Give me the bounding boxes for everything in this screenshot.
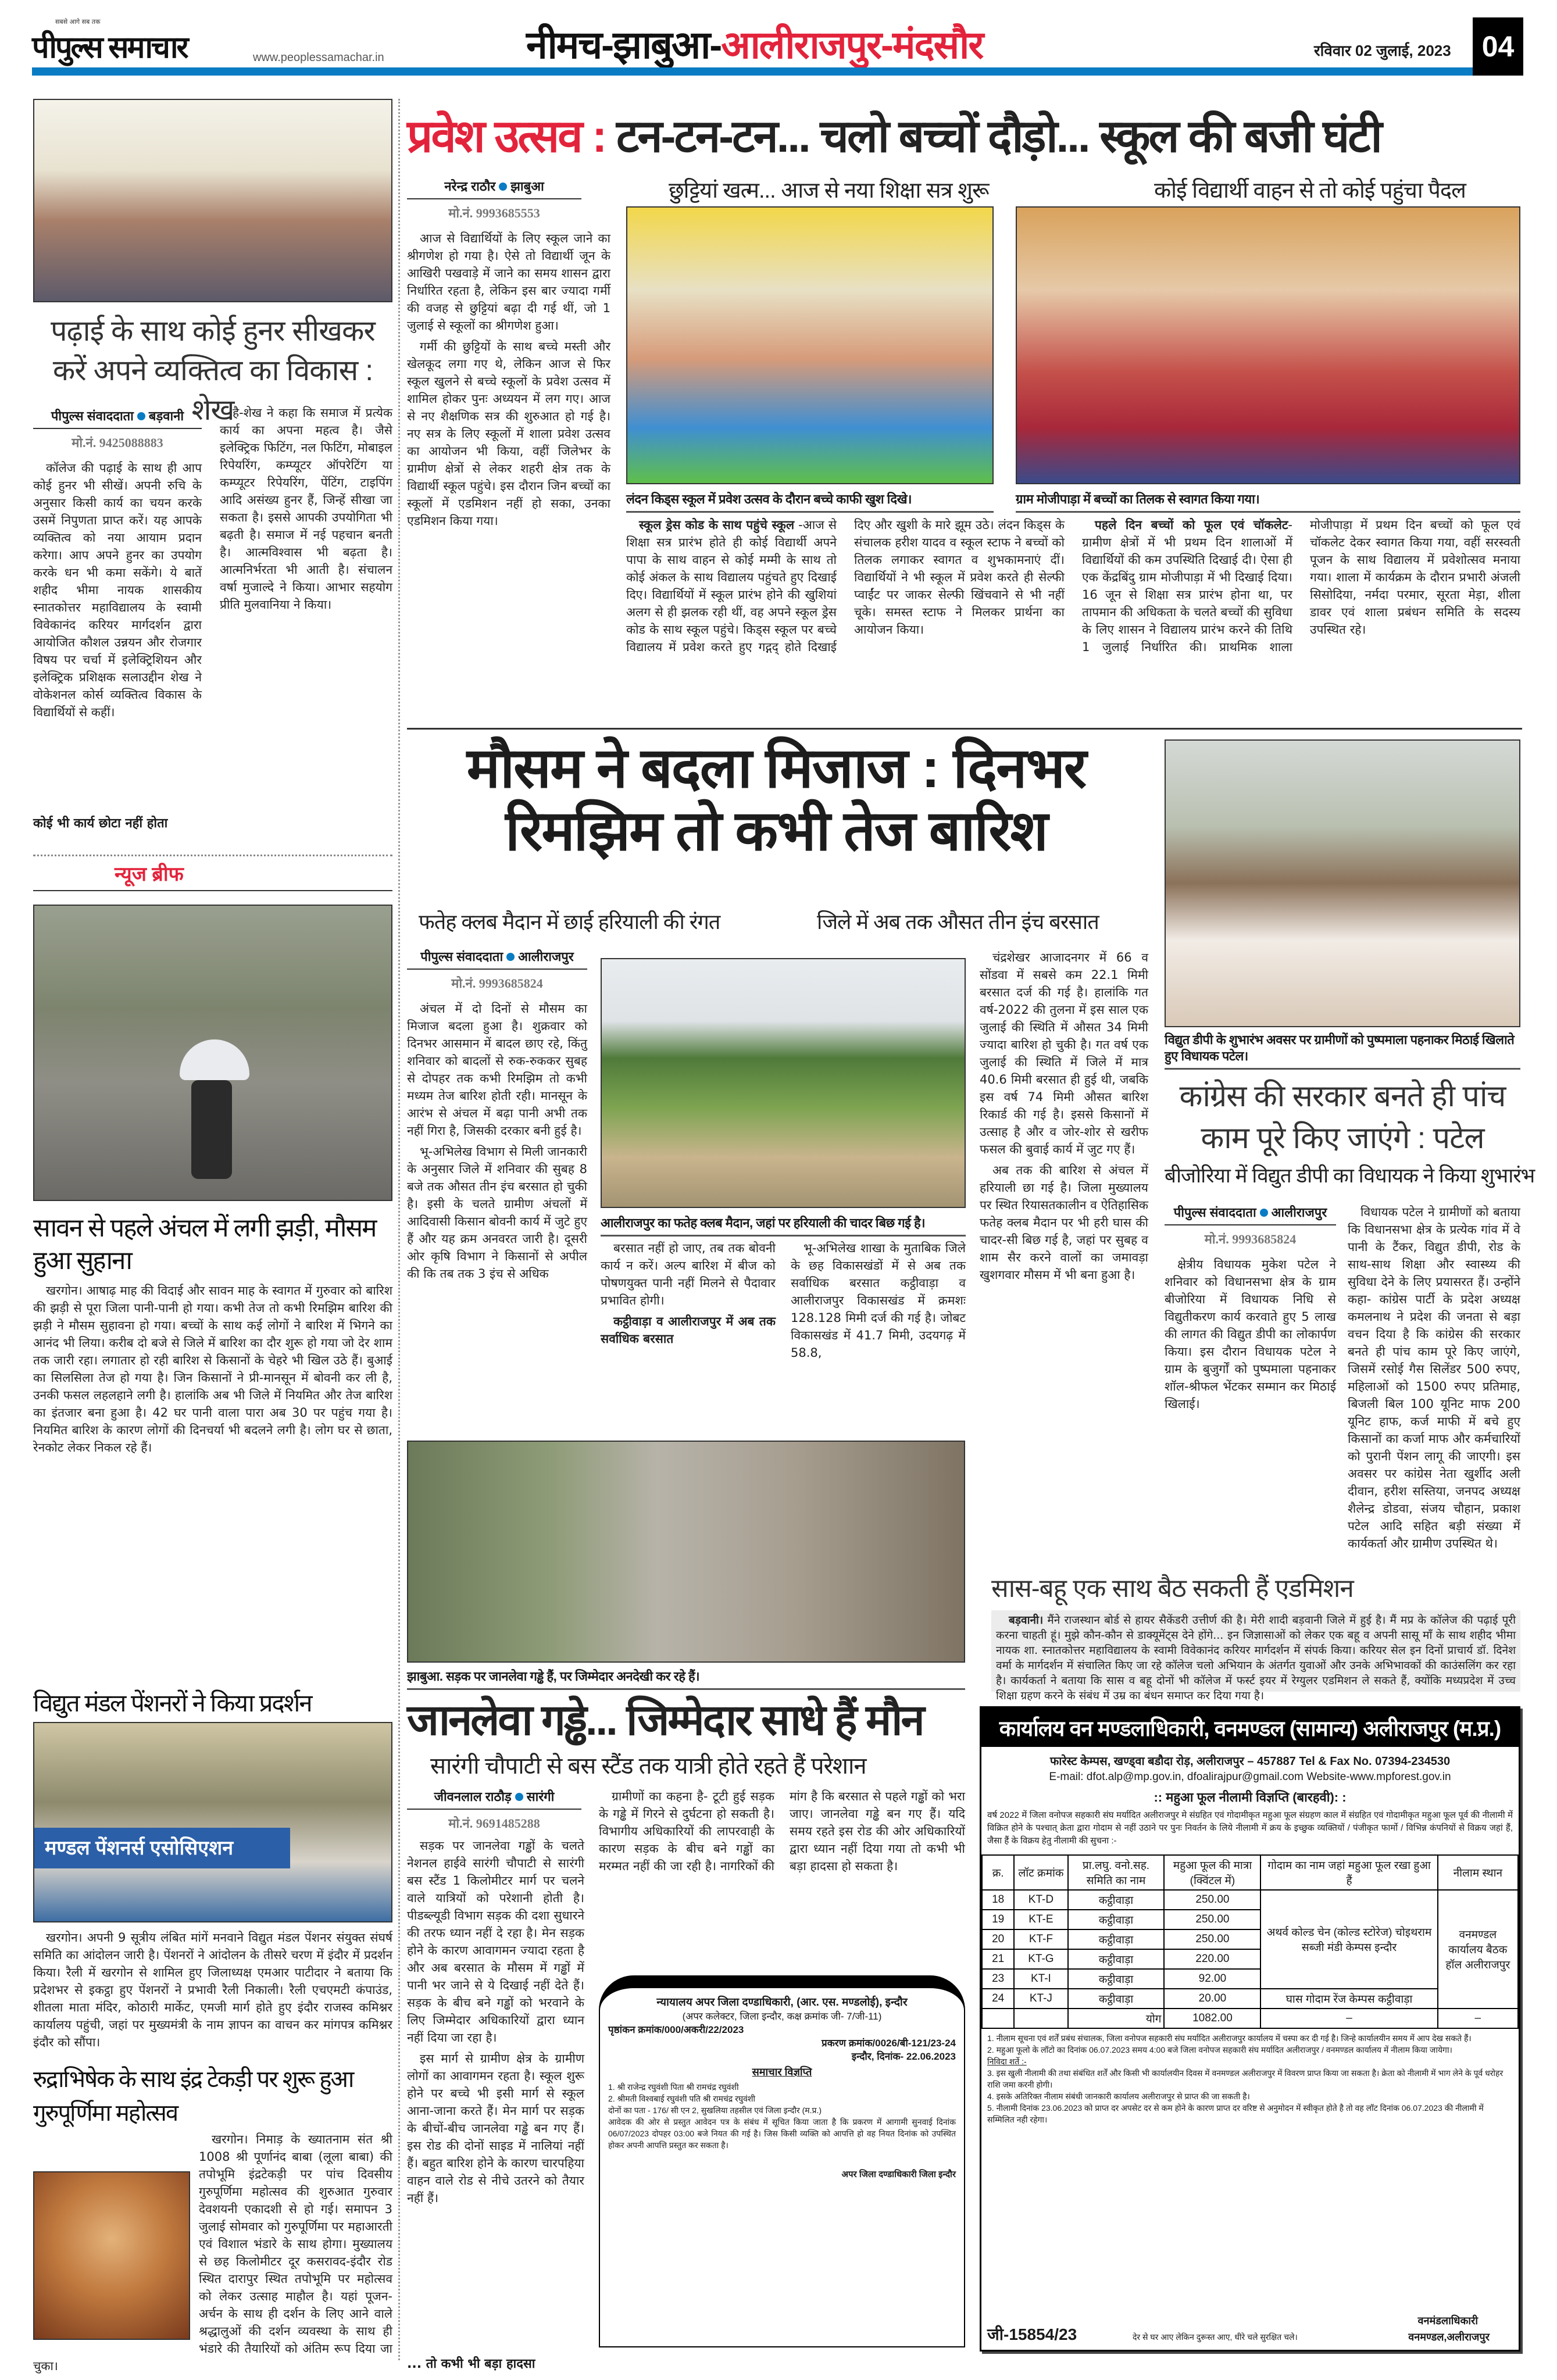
- rain-lead-body: [407, 1000, 587, 1436]
- paragraph: क्षेत्रीय विधायक मुकेश पटेल ने शनिवार को विधानसभा क्षेत्र के ग्राम बीजोरिया में विधायक निधि से विद्युतीकरण कार्य करवाते हुए 5 लाख की लागत की विद्युत डीपी का लोकार्पण किया। इस दौरान विधायक पटेल ने ग्राम के बुजुर्गों को पुष्पमाला पहनाकर शॉल-श्रीफल भेंटकर सम्मान कर मिठाई खिलाई।: [1165, 1257, 1336, 1411]
- website-link[interactable]: www.peoplessamachar.in: [253, 51, 384, 64]
- signatory-title: वनमंडलाधिकारी: [1417, 2315, 1478, 2327]
- reporter-mobile: मो.नं. 9993685824: [451, 976, 543, 991]
- note: 4. इसके अतिरिक्त नीलाम संबंधी जानकारी कार्यालय अलीराजपुर से प्राप्त की जा सकती है।: [987, 2092, 1250, 2101]
- pothole-kicker: ... तो कभी भी बड़ा हादसा: [407, 2357, 535, 2371]
- court-item: दोनों का पता - 176/ सी एन 2, सुखलिया तहसील एवं जिला इन्दौर (म.प्र.): [608, 2106, 822, 2115]
- photo-spacer: [33, 2131, 199, 2349]
- school-subhead-2: कोई विद्यार्थी वाहन से तो कोई पहुंचा पैदल: [1154, 178, 1466, 203]
- photo-mojipada-school: [1016, 206, 1520, 484]
- cell: कट्ठीवाड़ा: [1068, 1910, 1165, 1929]
- caption-pothole: झाबुआ. सड़क पर जानलेवा गड्ढे हैं, पर जिम्मेदार अनदेखी कर रहे हैं।: [407, 1667, 965, 1690]
- cell: कट्ठीवाड़ा: [1068, 1989, 1165, 2009]
- school-byline-block: [407, 177, 581, 221]
- paragraph: सड़क पर जानलेवा गड्ढों के चलते नेशनल हाईवे सारंगी चौपाटी से सारंगी बस स्टैंड 1 किलोमीटर मार्ग पर चलने वाले यात्रियों को परेशानी होती है। पीडब्ल्यूडी विभाग सड़क की दशा सुधारने की तरफ ध्यान नहीं दे रहा है। मेन सड़क होने के कारण आवागमन ज्यादा रहता है और अब बरसात के मौसम में गड्ढों में पानी भर जाने से ये दिखाई नहीं देते हैं। सड़क के बीच बने गड्ढों को भरवाने के लिए जिम्मेदार अधिकारियों द्वारा ध्यान नहीं दिया जा रहा है।: [407, 1839, 584, 2045]
- guru-headline: रुद्राभिषेक के साथ इंद्र टेकड़ी पर शुरू हुआ गुरुपूर्णिमा महोत्सव: [33, 2067, 353, 2126]
- cell: 92.00: [1164, 1969, 1260, 1989]
- skill-headline: पढ़ाई के साथ कोई हुनर सीखकर करें अपने व्यक्तित्व का विकास : शेख: [51, 315, 375, 426]
- reporter-mobile: मो.नं. 9993685824: [1204, 1232, 1297, 1246]
- forest-ad-notice: :: महुआ फूल नीलामी विज्ञप्ति (बारहवी): :: [1154, 1790, 1347, 1804]
- dateline-place: बड़वानी: [148, 409, 184, 423]
- cell: –: [1260, 2009, 1437, 2028]
- rain-mid-body: [601, 1239, 966, 1437]
- forest-ad-footer: [987, 2310, 1513, 2345]
- cell: 24: [982, 1989, 1014, 2009]
- photo-pensioners-protest: [33, 1722, 392, 1922]
- skill-byline-block: [33, 407, 202, 451]
- paragraph: स्कूल ड्रेस कोड के साथ पहुंचे स्कूल -आज से शिक्षा सत्र प्रारंभ होते ही कोई विद्यार्थी अपने पापा के साथ वाहन से कोई मम्मी के साथ तो कोई अंकल के साथ विद्यालय पहुंचते हुए दिखाई दिए। विद्यार्थियों में स्कूल प्रारंभ होने की खुशियां अलग से ही झलक रही थीं, वह अपने स्कूल ड्रेस कोड के साथ स्कूल पहुंचे। किड्स स्कूल पर बच्चे विद्यालय में प्रवेश करते हुए गद्गद् होते दिखाई दिए और खुशी के मारे झूम उठे। लंदन किड्स के संचालक हरीश यादव व स्कूल स्टाफ ने बच्चों को तिलक लगाकर स्वागत व शुभकामनाएं दीं। विद्यार्थियों ने भी स्कूल में प्रवेश करते ही सेल्फी प्वाईंट पर जाकर सेल्फी खिंचवाने से भी नहीं चूके। समस्त स्टाफ ने मिलकर प्रार्थना का आयोजन किया।: [626, 518, 1065, 654]
- paragraph: आज से विद्यार्थियों के लिए स्कूल जाने का श्रीगणेश हो गया है। ऐसे तो विद्यार्थी जून के आखिरी पखवाड़े में जाने का समय शासन द्वारा निर्धारित रहता है, लेकिन इस बार ज्यादा गर्मी की वजह से छुट्टियां बढ़ा दी गई थीं, जो 1 जुलाई से स्कूलों का श्रीगणेश हुआ।: [407, 231, 610, 333]
- patel-byline-block: [1165, 1203, 1336, 1248]
- news-brief-label: [33, 855, 392, 891]
- col-header: प्रा.लघु. वनो.सह. समिति का नाम: [1068, 1855, 1165, 1890]
- road-safety-slogan: देर से घर आए लेकिन दुरूस्त आए, धीरे चले सुरक्षित चले।: [1133, 2332, 1298, 2342]
- reporter-mobile: मो.नं. 9993685553: [448, 206, 540, 220]
- patel-subhead: बीजोरिया में विद्युत डीपी का विधायक ने किया शुभारंभ: [1165, 1164, 1535, 1187]
- cell: कट्ठीवाड़ा: [1068, 1929, 1165, 1949]
- paragraph: खरगोन। निमाड़ के ख्यातनाम संत श्री 1008 श्री पूर्णानंद बाबा (लूला बाबा) की तपोभूमि इंद्रटेकड़ी पर पांच दिवसीय गुरुपूर्णिमा महोत्सव की शुरुआत गुरुवार देवशयनी एकादशी से हो गई। समापन 3 जुलाई सोमवार को गुरुपूर्णिमा पर महाआरती एवं विशाल भंडारे के साथ होगा। मुख्यालय से छह किलोमीटर दूर कसरावद-इंदौर रोड स्थित दारापुर स्थित तपोभूमि पर महोत्सव को लेकर उत्साह माहौल है। यहां पूजन-अर्चन के साथ ही दर्शन के लिए आने वाले श्रद्धालुओं की दर्शन व्यवस्था के साथ ही भंडारे की तैयारियों को अंतिम रूप दिया जा चुका।: [33, 2132, 392, 2373]
- forest-auction-ad: [980, 1706, 1520, 2352]
- reporter-name: पीपुल्स संवाददाता: [1173, 1205, 1256, 1220]
- court-ref: पृष्ठांकन क्रमांक/000/अकरी/22/2023: [608, 2024, 744, 2035]
- cell: –: [1438, 2009, 1518, 2028]
- paragraph: भू-अभिलेख शाखा के मुताबिक जिले के छह विकासखंडों में से अब तक सर्वाधिक बरसात कट्ठीवाड़ा व आलीराजपुर विकासखंड में क्रमशः 128.128 मिमी दर्ज की गई है। जोबट विकासखंड में 41.7 मिमी, उदयगढ़ में 58.8,: [791, 1241, 966, 1360]
- court-item: 1. श्री राजेन्द्र रघुवंशी पिता श्री रामचंद्र रघुवंशी: [608, 2082, 739, 2092]
- pension-banner: मण्डल पेंशनर्स एसोसिएशन: [34, 1828, 290, 1868]
- bullet-icon: [515, 1793, 523, 1801]
- table-header: [982, 1855, 1518, 1890]
- cell: 20: [982, 1929, 1014, 1949]
- pothole-body-col23: [599, 1788, 965, 1962]
- reporter-name: जीवनलाल राठौड़: [434, 1789, 512, 1804]
- motorbike: [191, 1080, 232, 1179]
- masthead-blue-rule: [32, 67, 1473, 76]
- photo-college-seminar: [33, 99, 392, 302]
- rain-subhead-2: जिले में अब तक औसत तीन इंच बरसात: [817, 910, 1099, 934]
- court-subtitle: (अपर कलेक्टर, जिला इन्दौर, कक्ष क्रमांक जी- 7/जी-11): [682, 2011, 882, 2022]
- cell: 250.00: [1164, 1910, 1260, 1929]
- rain-headline: मौसम ने बदला मिजाज : दिनभर रिमझिम तो कभी तेज बारिश: [466, 737, 1086, 862]
- dateline-place: आलीराजपुर: [1271, 1205, 1327, 1220]
- byline: [33, 407, 202, 429]
- masthead: [32, 17, 1523, 78]
- paragraph: अंचल में दो दिनों से मौसम का मिजाज बदला हुआ है। शुक्रवार को दिनभर आसमान में बादल छाए रहे, किंतु शनिवार को बादलों से रुक-रुककर सुबह से दोपहर तक कभी रिमझिम तो कभी मध्यम तेज बारिश होती रही। मानसून के आरंभ से अंचल में बढ़ा पानी अभी तक नहीं गिरा है, जिसकी दरकार बनी हुई है।: [407, 1002, 587, 1138]
- rain-subhead-1: फतेह क्लब मैदान में छाई हरियाली की रंगत: [419, 910, 720, 934]
- bullet-icon: [506, 953, 515, 961]
- edition-title-black: नीमच-झाबुआ-: [526, 23, 722, 66]
- bullet-icon: [1260, 1209, 1268, 1217]
- court-title: न्यायालय अपर जिला दण्डाधिकारी, (आर. एस. मण्डलोई), इन्दौर: [656, 1996, 908, 2009]
- court-date: इन्दौर, दिनांक- 22.06.2023: [851, 2051, 956, 2062]
- reporter-name: पीपुल्स संवाददाता: [420, 949, 503, 964]
- byline: [407, 1788, 581, 1810]
- school-lead-body: [407, 230, 610, 721]
- forest-ad-notes: [981, 2029, 1519, 2129]
- dateline-place: सारंगी: [526, 1789, 555, 1804]
- cell: 19: [982, 1910, 1014, 1929]
- skill-body-col1: [33, 459, 202, 831]
- court-case: प्रकरण क्रमांक/0026/बी-121/23-24: [822, 2038, 956, 2049]
- photo-rain-street: [33, 905, 392, 1201]
- cell: 250.00: [1164, 1929, 1260, 1949]
- photo-mla-villagers: [1165, 739, 1520, 1027]
- umbrella-rider: [180, 1039, 249, 1080]
- rain-byline-block: [407, 948, 587, 992]
- caption-school-2: ग्राम मोजीपाड़ा में बच्चों का तिलक से स्वागत किया गया।: [1016, 490, 1520, 513]
- dateline-place: झाबुआ: [510, 179, 544, 194]
- patel-body-col2: [1348, 1203, 1520, 1564]
- forest-ad-title: कार्यालय वन मण्डलाधिकारी, वनमण्डल (सामान्य) अलीराजपुर (म.प्र.): [981, 1708, 1519, 1747]
- pension-headline: विद्युत मंडल पेंशनरों ने किया प्रदर्शन: [33, 1689, 312, 1717]
- edition-title: [526, 17, 983, 70]
- court-item: आवेदक की ओर से प्रस्तुत आवेदन पत्र के संबंध में सूचित किया जाता है कि प्रकरण में आगामी सुनवाई दिनांक 06/07/2023 दोपहर 03:00 बजे नियत की गई है। जिस किसी व्यक्ति को आपत्ति हो वह नियत दिनांक को उपस्थित होकर अपनी आपत्ति प्रस्तुत कर सकता है।: [608, 2117, 956, 2150]
- cell: 21: [982, 1949, 1014, 1969]
- note: 1. नीलाम सूचना एवं शर्तें प्रबंध संचालक, जिला वनोपज सहकारी संघ मर्यादित अलीराजपुर कार्यालय में चस्पा कर दी गई है। जिन्हे कार्यालयीन समय में आप देख सकते हैं।: [987, 2034, 1472, 2043]
- reporter-name: नरेन्द्र राठौर: [444, 179, 496, 194]
- col-header: महुआ फूल की मात्रा (क्विंटल में): [1164, 1855, 1260, 1890]
- note: 5. नीलामी दिनांक 23.06.2023 को प्राप्त दर अपसेट दर से कम होने के कारण प्राप्त दर वरिष्ट से अनुमोदन में स्वीकृत होते है तो वह लॉट दिनांक 06.07.2023 की नीलामी में सम्मिलित नही रहेगा।: [987, 2103, 1484, 2124]
- bullet-icon: [499, 183, 507, 191]
- cell: 18: [982, 1890, 1014, 1910]
- court-notice-ad: [599, 1975, 965, 2347]
- paragraph: अब तक की बारिश से अंचल में हरियाली छा गई है। जिला मुख्यालय पर स्थित रियासतकालीन व ऐतिहासिक फतेह क्लब मैदान पर भी हरी घास की चादर-सी बिछ गई है, जहां पर सुबह व शाम सैर करने वालों का जमावड़ा खुशगवार मौसम में भी बना हुआ है।: [980, 1163, 1148, 1282]
- note: 3. इस खुली नीलामी की तथा संबंधित शर्तें और किसी भी कार्यालयीन दिवस में वनमण्डल अलीराजपुर में विवरण प्राप्त किया जा सकता है। क्रेता को नीलामी में भाग लेने के पूर्व धरोहर राशि जमा करनी होगी।: [987, 2068, 1504, 2089]
- pothole-headline: जानलेवा गड्ढे... जिम्मेदार साधे हैं मौन: [407, 1696, 923, 1744]
- paragraph: कट्ठीवाड़ा व आलीराजपुर में अब तक सर्वाधिक बरसात: [601, 1314, 776, 1346]
- saas-body: [991, 1610, 1520, 1702]
- sawan-body: [33, 1282, 392, 1677]
- paragraph: पहले दिन बच्चों को फूल एवं चॉकलेट-ग्रामीण क्षेत्रों में भी प्रथम दिन शालाओं में विद्यार्थियों की कम उपस्थिति दिखाई दी। ऐसा ही एक केंद्रबिंदु ग्राम मोजीपाड़ा में भी दिखाई दिया। 16 जून से शिक्षा सत्र प्रारंभ होना था, पर तापमान की अधिकता के चलते बच्चों की सुविधा के लिए शासन ने विद्यालय प्रारंभ करने की तिथि 1 जुलाई निर्धारित की। प्राथमिक शाला मोजीपाड़ा में प्रथम दिन बच्चों को फूल एवं चॉकलेट देकर स्वागत किया गया, वहीं सरस्वती पूजन के साथ विद्यालय में प्रवेशोत्सव मनाया गया। शाला में कार्यक्रम के दौरान प्रभारी अंजली सिसोदिया, नर्मदा परमार, सूरता मेड़ा, शीला डावर एवं शाला प्रबंधन समिति के सदस्य उपस्थित रहे।: [1082, 518, 1520, 654]
- paragraph: खरगोन। आषाढ़ माह की विदाई और सावन माह के स्वागत में गुरुवार को बारिश की झड़ी से पूरा जिला पानी-पानी हो गया। कभी तेज तो कभी रिमझिम बारिश की झड़ी ने मौसम सुहावना हो गया। बच्चों के साथ कई लोगों ने बारिश में भिगने का आनंद भी लिया। करीब दो बजे से जिले में बारिश का दौर शुरू हो गया जो देर शाम तक जारी रहा। लगातार हो रही बारिश से किसानों के चेहरे भी खिल उठे हैं। बुआई का सिलसिला तेज हो गया है। जिन किसानों ने प्री-मानसून में बोवनी कर ली है, उनकी फसल लहलहाने लगी है। हालांकि अब भी जिले में नियमित और तेज बारिश का इंतजार बना हुआ है। 42 घर पानी वाला पारा अब 30 पर पहुंच गया है। नियमित बारिश के कारण लोगों की दिनचर्या भी बदलने लगी है। लोग घर से छाता, रेनकोट लेकर निकल रहे हैं।: [33, 1284, 392, 1455]
- dateline-place: आलीराजपुर: [518, 949, 574, 964]
- school-body: [626, 516, 1520, 721]
- court-sign: अपर जिला दण्डाधिकारी जिला इन्दौर: [841, 2170, 956, 2179]
- paragraph: इस मार्ग से ग्रामीण क्षेत्र के ग्रामीण लोगों का आवागमन रहता है। स्कूल शुरू होने पर बच्चे भी इसी मार्ग से स्कूल आना-जाना करते हैं। मेन मार्ग पर सड़क के बीचों-बीच जानलेवा गड्ढे बन गए हैं। इस रोड की दोनों साइड में नालियां नहीं हैं। बहुत बारिश होने के कारण चारपहिया वाहन वाले रोड से नीचे उतरने को तैयार नहीं हैं।: [407, 2052, 584, 2205]
- cell: KT-J: [1014, 1989, 1067, 2009]
- edition-title-red: आलीराजपुर-मंदसौर: [721, 23, 983, 66]
- table-row: [982, 1890, 1518, 1910]
- paragraph: विधायक पटेल ने ग्रामीणों को बताया कि विधानसभा क्षेत्र के प्रत्येक गांव में वे पानी के टैंकर, विद्युत डीपी, रोड के साथ-साथ शिक्षा और स्वास्थ्य की सुविधा देने के लिए प्रयासरत हैं। उन्होंने कहा- कांग्रेस पार्टी के प्रदेश अध्यक्ष कमलनाथ ने प्रदेश की जनता से बड़ा वचन दिया है कि कांग्रेस की सरकार बनते ही पांच काम पूरे किए जाएंगे, जिसमें रसोई गैस सिलेंडर 500 रुपए, महिलाओं को 1500 रुपए प्रतिमाह, बिजली बिल 100 यूनिट माफ 200 यूनिट हाफ, कर्ज माफी में बचे हुए किसानों का कर्जा माफ और कर्मचारियों को पुरानी पेंशन लागू की जाएगी। इस अवसर पर कांग्रेस नेता खुर्शीद अली दीवान, हरीश सस्तिया, जनपद अध्यक्ष शैलेन्द्र डोडवा, संजय चौहान, प्रकाश पटेल आदि सहित बड़ी संख्या में कार्यकर्ता और ग्रामीण उपस्थित थे।: [1348, 1205, 1520, 1550]
- saas-headline: सास-बहू एक साथ बैठ सकती हैं एडमिशन: [991, 1574, 1354, 1603]
- school-headline-text: टन-टन-टन... चलो बच्चों दौड़ो... स्कूल की बजी घंटी: [616, 110, 1381, 162]
- col-header: लॉट क्रमांक: [1014, 1855, 1067, 1890]
- reporter-name: पीपुल्स संवाददाता: [51, 409, 134, 423]
- reporter-mobile: मो.नं. 9691485288: [448, 1816, 540, 1831]
- news-brief-title: न्यूज ब्रीफ: [115, 863, 184, 885]
- guru-body: [33, 2131, 392, 2373]
- school-tag: प्रवेश उत्सव :: [407, 110, 606, 162]
- cell: [1014, 2009, 1067, 2028]
- caption-mla: विद्युत डीपी के शुभारंभ अवसर पर ग्रामीणों को पुष्पमाला पहनाकर मिठाई खिलाते हुए विधायक पटेल।: [1165, 1032, 1520, 1070]
- cell: 23: [982, 1969, 1014, 1989]
- reporter-mobile: मो.नं. 9425088883: [72, 435, 163, 450]
- rain-right-body: [980, 949, 1148, 1391]
- caption-school-1: लंदन किड्स स्कूल में प्रवेश उत्सव के दौरान बच्चे काफी खुश दिखे।: [626, 490, 994, 513]
- cell: कट्ठीवाड़ा: [1068, 1890, 1165, 1910]
- cell: KT-F: [1014, 1929, 1067, 1949]
- section-rule: [407, 728, 1522, 730]
- court-heading: समाचार विज्ञप्ति: [752, 2066, 812, 2078]
- byline: [407, 948, 587, 970]
- cell: 250.00: [1164, 1890, 1260, 1910]
- paragraph: चंद्रशेखर आजादनगर में 66 व सोंडवा में सबसे कम 22.1 मिमी बरसात दर्ज की गई है। हालांकि गत वर्ष-2022 की तुलना में इस साल एक जुलाई की स्थिति में औसत 34 मिमी ज्यादा बारिश हो चुकी है। गत वर्ष एक जुलाई की स्थिति में जिले में मात्र 40.6 मिमी बरसात ही हुई थी, जबकि इस वर्ष 74 मिमी औसत बारिश रिकार्ड की गई है। इससे किसानों में उत्साह है और व जोर-शोर से खरीफ फसल की बुवाई कार्य में जुट गए हैं।: [980, 950, 1148, 1156]
- paragraph: ग्रामीणों का कहना है- टूटी हुई सड़क के गड्ढे में गिरने से दुर्घटना हो सकती है। विभागीय अधिकारियों की लापरवाही के कारण सड़क के बीच बने गड्ढों का मरम्मत नहीं की जा रही है। नागरिकों की मांग है कि बरसात से पहले गड्ढों को भरा जाए। जानलेवा गड्ढे बन गए हैं। यदि समय रहते इस रोड की ओर अधिकारियों द्वारा ध्यान नहीं दिया गया तो कभी भी बड़ा हादसा हो सकता है।: [599, 1789, 965, 1873]
- paragraph: है-शेख ने कहा कि समाज में प्रत्येक कार्य का अपना महत्व है। जैसे इलेक्ट्रिक फिटिंग, नल फिटिंग, मोबाइल रिपेयरिंग, कम्प्यूटर ऑपरेटिंग या कम्प्यूटर रिपेयरिंग, पेंटिंग, टाइपिंग आदि असंख्य हुनर हैं, जिन्हें सीखा जा सकता है। इससे आपकी उपयोगिता भी बढ़ती है। समाज में नई पहचान बनती है। आत्मविश्वास भी बढ़ता है। आत्मनिर्भरता भी आती है। संचालन वर्षा मुजाल्दे ने किया। आभार सहयोग प्रीति मुलवानिया ने किया।: [220, 406, 392, 612]
- cell: KT-D: [1014, 1890, 1067, 1910]
- forest-ad-intro: वर्ष 2022 में जिला वनोपज सहकारी संघ मर्यादित अलीराजपुर मे संग्रहित एवं गोदामीकृत महुआ फूल संग्रहण काल में संग्रहित एवं गोदामीकृत महुआ फूल पूर्व की नीलामी में विक्रित होने के पश्चात् क्रेता द्वारा गोदाम से नहीं उठाने पर पुनः निवर्तन के लिये नीलामी में क्रय के इच्छुक व्यक्तियों / पंजीकृत फार्मो / विभिन्न कंपनियों से विक्रय जहां हैं, जैसा हैं के विक्रय हेतु नीलामी की सुचना :-: [987, 1810, 1513, 1846]
- paragraph: गर्मी की छुट्टियों के साथ बच्चे मस्ती और खेलकूद लगा गए थे, लेकिन आज से फिर स्कूल खुलने से बच्चे स्कूलों के प्रवेश उत्सव में शामिल होकर पुनः अध्ययन में लग गए। आज से नए शैक्षणिक सत्र की शुरुआत हो गई है। नए सत्र के लिए स्कूलों में शाला प्रवेश उत्सव का आयोजन भी किया, वहीं जिलेभर के ग्रामीण क्षेत्रों से लेकर शहरी क्षेत्र तक के विद्यार्थी स्कूल पहुंचे। इस दौरान जिन बच्चों का स्कूलों में एडमिशन नहीं हो सका, उनका एडमिशन किया गया।: [407, 340, 610, 528]
- pothole-subhead: सारंगी चौपाटी से बस स्टैंड तक यात्री होते रहते हैं परेशान: [430, 1753, 866, 1779]
- col-header: क्र.: [982, 1855, 1014, 1890]
- auction-table: [981, 1854, 1519, 2029]
- newspaper-logo: पीपुल्स समाचार: [32, 31, 187, 65]
- cell: KT-E: [1014, 1910, 1067, 1929]
- godown-cell: घास गोदाम रेंज केम्पस कट्ठीवाड़ा: [1260, 1989, 1437, 2009]
- paragraph: बरसात नहीं हो जाए, तब तक बोवनी कार्य न करें। अल्प बारिश में बीज को पोषणयुक्त पानी नहीं मिलने से पैदावार प्रभावित होगी।: [601, 1241, 776, 1307]
- pothole-body-col1: [407, 1837, 584, 2354]
- cell: कट्ठीवाड़ा: [1068, 1949, 1165, 1969]
- pension-body: [33, 1929, 392, 2058]
- ad-code: जी-15854/23: [987, 2325, 1077, 2343]
- venue-cell: वनमण्डल कार्यालय बैठक हॉल अलीराजपुर: [1438, 1890, 1518, 2009]
- forest-ad-contact: E-mail: dfot.alp@mp.gov.in, dfoalirajpur@gmail.com Website-www.mpforest.gov.in: [1049, 1771, 1451, 1783]
- cell: [982, 2009, 1014, 2028]
- paragraph: खरगोन। अपनी 9 सूत्रीय लंबित मांगें मनवाने विद्युत मंडल पेंशनर संयुक्त संघर्ष समिति का आंदोलन जारी है। पेंशनरों ने आंदोलन के तीसरे चरण में इंदौर में प्रदर्शन किया। रैली में खरगोन से शामिल हुए जिलाध्यक्ष एमआर पाटीदार ने बताया कि प्रदेशभर से इकट्ठा हुए पेंशनरों ने प्रभावी रैली निकाली। रैली एचएमटी कंपाउंड, शीतला माता मंदिर, कोठारी मार्केट, एमजी मार्ग होते हुए इंदौर राजस्व कमिश्नर कार्यालय पहुंची, जहां पर मुख्यमंत्री के नाम ज्ञापन का वाचन कर मांगपत्र कमिश्नर इंदौर को सौंपा।: [33, 1931, 392, 2049]
- page-number: 04: [1473, 17, 1523, 76]
- issue-date: रविवार 02 जुलाई, 2023: [1314, 42, 1451, 59]
- signatory-office: वनमण्डल,अलीराजपुर: [1408, 2331, 1490, 2343]
- school-headline: [407, 103, 1523, 165]
- note: निविदा शर्ते :-: [987, 2057, 1027, 2066]
- pothole-byline-block: [407, 1788, 581, 1832]
- photo-pothole-road: [407, 1441, 965, 1663]
- cell: 220.00: [1164, 1949, 1260, 1969]
- cell: KT-G: [1014, 1949, 1067, 1969]
- sawan-headline: सावन से पहले अंचल में लगी झड़ी, मौसम हुआ सुहाना: [33, 1214, 376, 1275]
- byline: [1165, 1203, 1336, 1225]
- caption-fateh-club: आलीराजपुर का फतेह क्लब मैदान, जहां पर हरियाली की चादर बिछ गई है।: [601, 1214, 966, 1237]
- cell: 20.00: [1164, 1989, 1260, 2009]
- total-value: 1082.00: [1164, 2009, 1260, 2028]
- paragraph: भू-अभिलेख विभाग से मिली जानकारी के अनुसार जिले में शनिवार की सुबह 8 बजे तक औसत तीन इंच बरसात हो चुकी है। इसी के चलते ग्रामीण अंचलों में आदिवासी किसान बोवनी कार्य में जुटे हुए हैं और यह क्रम अनवरत जारी है। दूसरी ओर कृषि विभाग ने किसानों से अपील की कि तब तक 3 इंच से अधिक: [407, 1145, 587, 1281]
- patel-headline: कांग्रेस की सरकार बनते ही पांच काम पूरे किए जाएंगे : पटेल: [1179, 1080, 1506, 1155]
- bullet-icon: [137, 412, 145, 420]
- column-divider: [398, 99, 400, 2360]
- col-header: नीलाम स्थान: [1438, 1855, 1518, 1890]
- skill-kicker: कोई भी कार्य छोटा नहीं होता: [33, 814, 208, 831]
- godown-cell: अथर्व कोल्ड चेन (कोल्ड स्टोरेज) चोइथराम सब्जी मंडी केम्पस इन्दौर: [1260, 1890, 1437, 1989]
- court-item: 2. श्रीमती विश्वबाई रघुवंशी पति श्री रामचंद्र रघुवंशी: [608, 2094, 756, 2103]
- logo-tagline: सबसे आगे सब तक: [55, 18, 101, 26]
- forest-ad-address: फारेस्ट केम्पस, खण्ड्वा बडौदा रोड़, अलीराजपुर – 457887 Tel & Fax No. 07394-234530: [1049, 1755, 1451, 1768]
- cell: KT-I: [1014, 1969, 1067, 1989]
- byline: [407, 177, 581, 199]
- school-subhead-1: छुट्टियां खत्म... आज से नया शिक्षा सत्र शुरू: [669, 178, 989, 203]
- cell: कट्ठीवाड़ा: [1068, 1969, 1165, 1989]
- photo-fateh-club-ground: [601, 958, 966, 1208]
- col-header: गोदाम का नाम जहां महुआ फूल रखा हुआ हैं: [1260, 1855, 1437, 1890]
- total-label: योग: [1068, 2009, 1165, 2028]
- patel-body-col1: [1165, 1256, 1336, 1564]
- note: 2. महुआ फूलो के लॉटो का दिनांक 06.07.2023 समय 4:00 बजे जिला वनोपज सहकारी संघ मर्यादित अलीराजपुर / वनमण्डल कार्यालय में नीलाम किया जायेगा।: [987, 2045, 1452, 2054]
- photo-london-kids-school: [626, 206, 994, 484]
- paragraph: कॉलेज की पढ़ाई के साथ ही आप कोई हुनर भी सीखें। अपनी रुचि के अनुसार किसी कार्य का चयन करके उसमें निपुणता प्राप्त करें। यह आपके व्यक्तित्व को नया आयाम प्रदान करेगा। आप अपने हुनर का उपयोग करके धन भी कमा सकेंगे। ये बातें शहीद भीमा नायक शासकीय स्नातकोत्तर महाविद्यालय के स्वामी विवेकानंद करियर मार्गदर्शन द्वारा आयोजित कौशल उन्नयन और रोजगार विषय पर चर्चा में इलेक्ट्रिशियन और इलेक्ट्रिक प्रशिक्षक सलाउद्दीन शेख ने वोकेशनल कोर्स व्यक्तित्व विकास के विद्यार्थियों से कहीं।: [33, 461, 202, 719]
- table-total-row: [982, 2009, 1518, 2028]
- paragraph: बड़वानी। मैंने राजस्थान बोर्ड से हायर सैकेंडरी उत्तीर्ण की है। मेरी शादी बड़वानी जिले में हुई है। मैं मप्र के कॉलेज की पढ़ाई पूरी करना चाहती हूं। मुझे कौन-कौन से डाक्यूमेंट्स देने होंगे... इन जिज्ञासाओं को लेकर एक बहू व अपनी सासू माँ के साथ शहीद भीमा नायक शा. स्नातकोत्तर महाविद्यालय के स्वामी विवेकानंद करियर मार्गदर्शन में संपर्क किया। करियर सेल इन दिनों प्राचार्य डॉ. दिनेश वर्मा के मार्गदर्शन में संचालित किए जा रहे कॉलेज चलो अभियान के अंतर्गत युवाओं और उनके अभिभावकों की काउंसलिंग कर रहा है। कार्यकर्ता ने बताया कि सास व बहू दोनों भी कॉलेज में फर्स्ट इयर में रेग्युलर एडमिशन ले सकते हैं, क्योंकि मध्यप्रदेश में उच्च शिक्षा ग्रहण करने के संबंध में उम्र का बंधन समाप्त कर दिया गया है।: [996, 1614, 1516, 1702]
- skill-body-col2: [220, 404, 392, 831]
